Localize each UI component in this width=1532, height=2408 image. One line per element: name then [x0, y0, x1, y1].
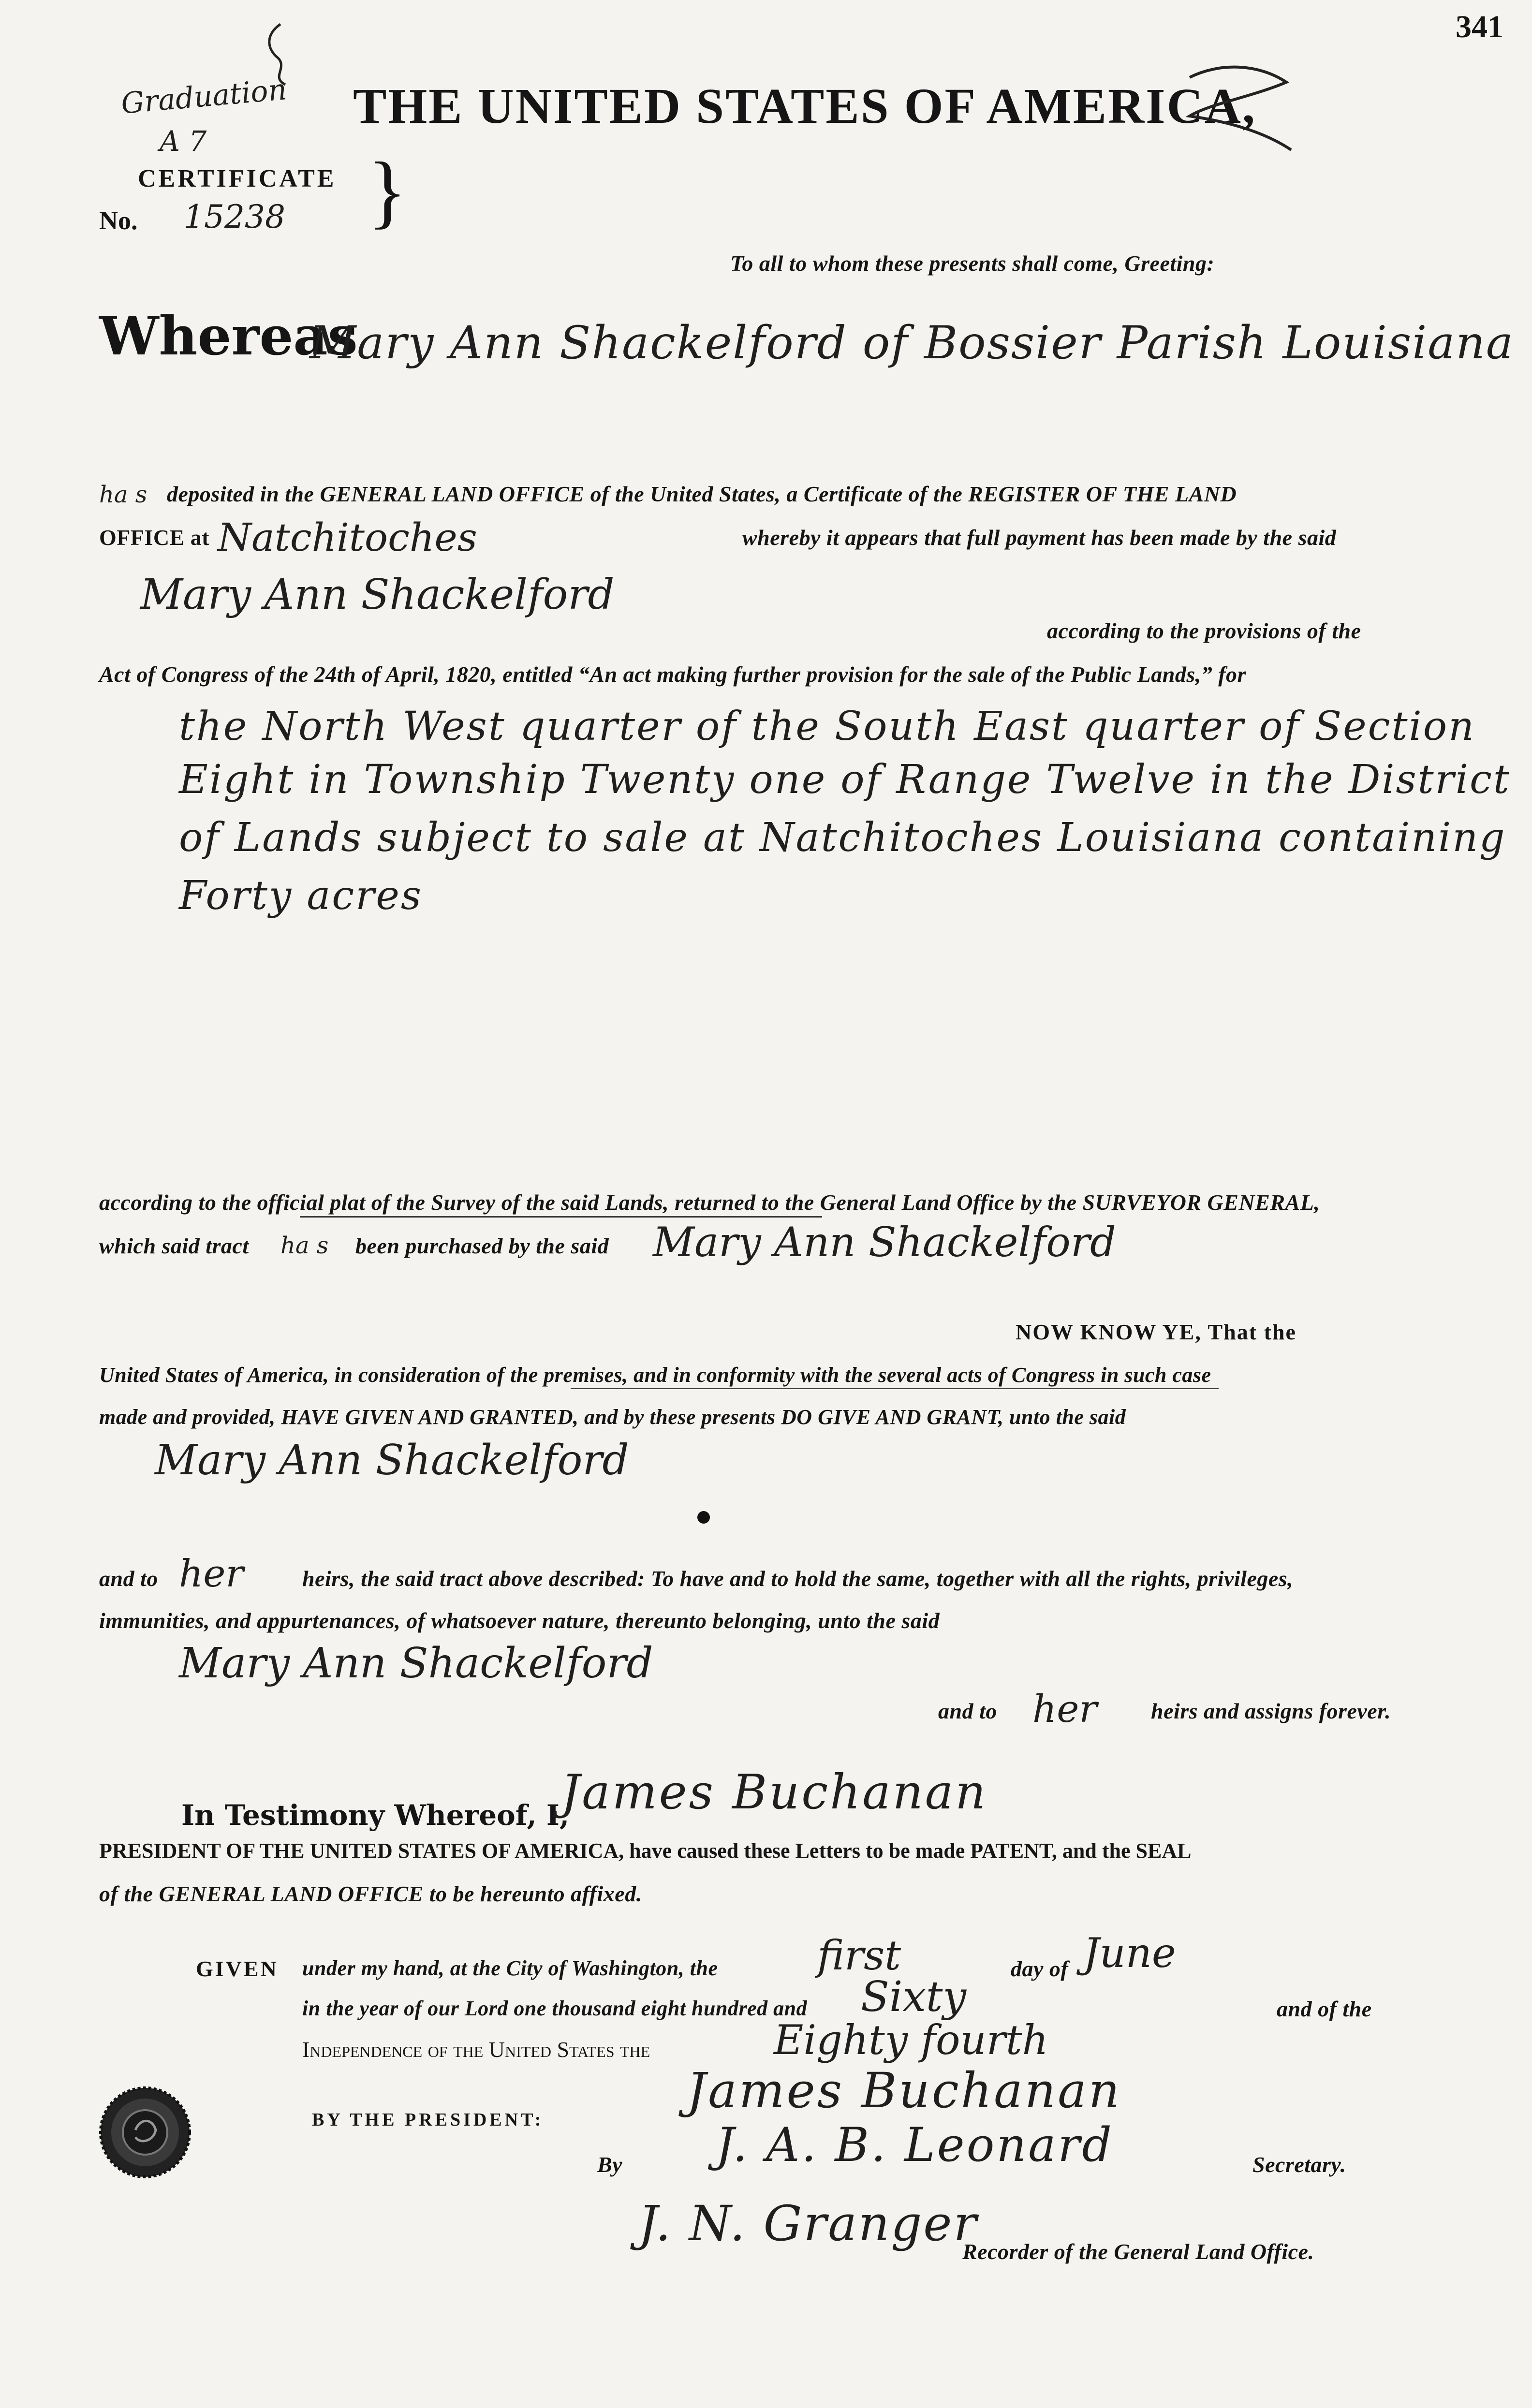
- greeting: To all to whom these presents shall come, Greeting:: [730, 251, 1215, 276]
- underline-plat: [300, 1216, 822, 1218]
- certificate-no-label: No.: [99, 206, 138, 235]
- purchaser-name: Mary Ann Shackelford: [653, 1219, 1116, 1266]
- payer-name: Mary Ann Shackelford: [140, 571, 615, 619]
- under-my-hand: under my hand, at the City of Washington, the: [302, 1956, 718, 1980]
- document-title: THE UNITED STATES OF AMERICA,: [353, 78, 1256, 134]
- has-1: ha s: [99, 481, 147, 508]
- in-testimony: In Testimony Whereof, I,: [181, 1799, 570, 1832]
- grantee-name-3: Mary Ann Shackelford: [179, 1639, 653, 1688]
- office-location: Natchitoches: [218, 515, 477, 560]
- president-line: PRESIDENT OF THE UNITED STATES OF AMERICA, have caused these Letters to be made PATENT, and the SEAL: [99, 1839, 1192, 1863]
- independence-label: Independence of the United States the: [302, 2037, 650, 2062]
- united-states-consideration: United States of America, in consideration of the premises, and in conformity with the several acts of Congress in such case: [99, 1363, 1211, 1387]
- hand-flourish-top: [251, 19, 305, 87]
- month-value: June: [1083, 1929, 1176, 1977]
- act-of-congress: Act of Congress of the 24th of April, 1820, entitled “An act making further provision for the sale of the Public Lands,” for: [99, 662, 1246, 687]
- seal-line: of the GENERAL LAND OFFICE to be hereunto affixed.: [99, 1881, 642, 1906]
- given-label: GIVEN: [196, 1956, 279, 1981]
- land-description-line-1: the North West quarter of the South East quarter of Section: [179, 704, 1475, 749]
- and-of-the: and of the: [1277, 1997, 1372, 2021]
- whereby-text: whereby it appears that full payment has been made by the said: [742, 525, 1337, 550]
- which-said-tract: which said tract: [99, 1233, 249, 1258]
- ink-dot: [697, 1511, 710, 1524]
- and-to-1: and to: [99, 1566, 158, 1591]
- according-provisions: according to the provisions of the: [1047, 618, 1361, 643]
- office-at-label: OFFICE at: [99, 525, 210, 550]
- certificate-label: CERTIFICATE: [138, 165, 337, 192]
- year-value: Sixty: [861, 1973, 967, 2021]
- by-the-president: BY THE PRESIDENT:: [312, 2110, 544, 2130]
- now-know-ye: NOW KNOW YE, That the: [1016, 1320, 1296, 1344]
- given-and-granted: made and provided, HAVE GIVEN AND GRANTED, and by these presents DO GIVE AND GRANT, unto the said: [99, 1405, 1126, 1429]
- deposited-text: deposited in the GENERAL LAND OFFICE of the United States, a Certificate of the REGISTER OF THE LAND: [167, 482, 1237, 506]
- heirs-and-assigns: heirs and assigns forever.: [1151, 1699, 1391, 1723]
- land-description-line-4: Forty acres: [179, 873, 423, 919]
- and-to-2: and to: [938, 1699, 997, 1723]
- recorder-label: Recorder of the General Land Office.: [962, 2239, 1314, 2264]
- independence-year: Eighty fourth: [774, 2016, 1048, 2064]
- day-value: first: [817, 1932, 901, 1979]
- grantee-full: Mary Ann Shackelford of Bossier Parish Louisiana: [309, 317, 1514, 369]
- according-plat: according to the official plat of the Survey of the said Lands, returned to the General Land Office by the SURVEYOR GENERAL,: [99, 1190, 1320, 1215]
- certificate-number: 15238: [184, 198, 285, 235]
- been-purchased: been purchased by the said: [355, 1233, 609, 1258]
- day-of: day of: [1011, 1956, 1069, 1981]
- land-description-line-3: of Lands subject to sale at Natchitoches Louisiana containing: [179, 815, 1506, 861]
- land-description-line-2: Eight in Township Twenty one of Range Twelve in the District: [179, 757, 1511, 803]
- by-label: By: [597, 2152, 623, 2177]
- president-name: James Buchanan: [561, 1765, 988, 1820]
- heirs-habendum: heirs, the said tract above described: To have and to hold the same, together with all the rights, privileges,: [302, 1566, 1294, 1591]
- underline-conformity: [571, 1388, 1219, 1389]
- graduation-note: Graduation: [119, 73, 288, 121]
- act-reference-note: A 7: [160, 125, 207, 158]
- secretary-signature: J. A. B. Leonard: [716, 2118, 1114, 2172]
- recorder-signature: J. N. Granger: [638, 2195, 978, 2252]
- page-number: 341: [1456, 9, 1503, 44]
- grantee-name-2: Mary Ann Shackelford: [155, 1436, 629, 1484]
- in-the-year: in the year of our Lord one thousand eight hundred and: [302, 1997, 808, 2020]
- hand-flourish-right: [1175, 58, 1301, 169]
- president-signature: James Buchanan: [687, 2062, 1122, 2119]
- pronoun-1: her: [179, 1552, 244, 1596]
- pronoun-2: her: [1032, 1688, 1097, 1731]
- has-2: ha s: [280, 1232, 329, 1259]
- secretary-label: Secretary.: [1252, 2152, 1346, 2177]
- general-land-office-seal: [97, 2084, 193, 2181]
- immunities-text: immunities, and appurtenances, of whatsoever nature, thereunto belonging, unto the said: [99, 1608, 940, 1633]
- whereas-word: Whereas: [99, 305, 358, 367]
- certificate-brace: }: [368, 146, 407, 236]
